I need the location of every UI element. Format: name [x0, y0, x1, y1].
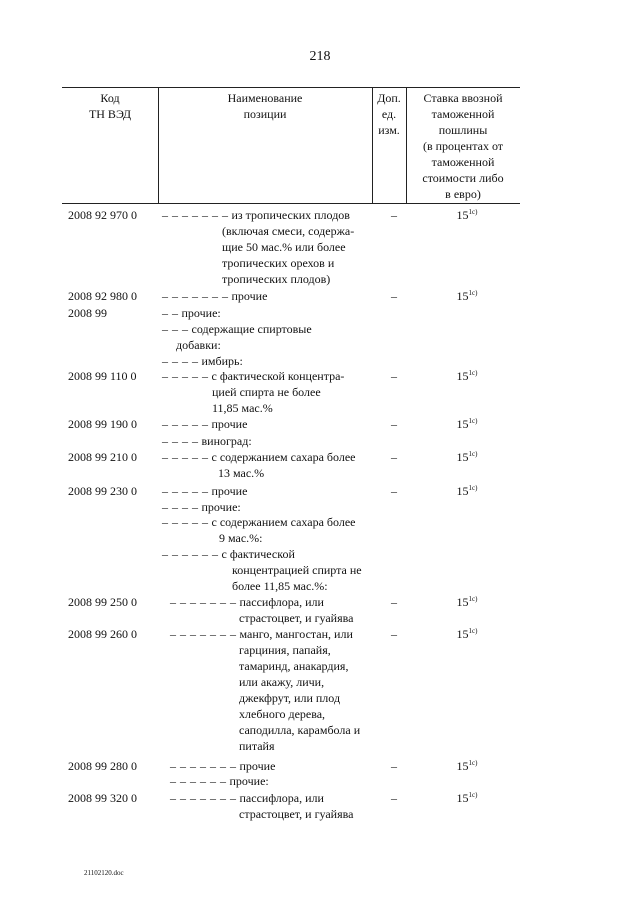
row-description-text: манго, мангостан, или [239, 627, 353, 641]
row-unit: – [391, 417, 397, 431]
row-description-text: содержащие спиртовые [191, 322, 312, 336]
row-indent-dashes: – – [162, 306, 179, 320]
row-unit: – [391, 759, 397, 773]
row-indent-dashes: – – – – – – [162, 547, 219, 561]
row-description-text: виноград: [201, 434, 252, 448]
row-description-continuation: тропических плодов) [222, 272, 331, 286]
rate-value: 15 [456, 627, 469, 641]
rate-value: 15 [456, 289, 469, 303]
row-description-continuation: питайя [239, 739, 275, 753]
row-description [162, 288, 267, 304]
row-indent-dashes: – – – – – – – [162, 289, 229, 303]
row-duty-rate [420, 416, 514, 432]
rate-value: 15 [456, 595, 469, 609]
rate-footnote: 1с) [468, 369, 478, 377]
row-description-text: с содержанием сахара более [211, 515, 356, 529]
row-description-text: прочие [211, 417, 248, 431]
row-duty-rate [420, 368, 514, 384]
row-indent-dashes: – – – [162, 322, 189, 336]
table-header-rule [62, 203, 520, 204]
row-description-continuation: или акажу, личи, [239, 675, 325, 689]
row-indent-dashes: – – – – – – – [170, 759, 237, 773]
row-duty-rate [420, 483, 514, 499]
row-description-continuation: концентрацией спирта не [232, 563, 362, 577]
row-code: 2008 99 320 0 [68, 791, 137, 805]
row-description-continuation: тамаринд, анакардия, [239, 659, 349, 673]
header-name: Наименование позиции [227, 91, 303, 121]
row-unit: – [391, 208, 397, 222]
row-description-continuation: 9 мас.%: [219, 531, 263, 545]
rate-footnote: 1с) [468, 417, 478, 425]
row-description [162, 499, 241, 515]
row-description-continuation: щие 50 мас.% или более [222, 240, 346, 254]
row-indent-dashes: – – – – – [162, 484, 209, 498]
row-description-continuation: цией спирта не более [212, 385, 321, 399]
row-unit: – [391, 595, 397, 609]
row-description [162, 433, 252, 449]
row-indent-dashes: – – – – – – [170, 774, 227, 788]
row-description-text: с фактической концентра- [211, 369, 345, 383]
row-description-text: пассифлора, или [239, 791, 324, 805]
rate-footnote: 1с) [468, 484, 478, 492]
row-description [170, 758, 275, 774]
rate-footnote: 1с) [468, 759, 478, 767]
row-indent-dashes: – – – – [162, 354, 199, 368]
row-description-text: прочие: [201, 500, 241, 514]
row-description-text: с содержанием сахара более [211, 450, 356, 464]
rate-footnote: 1с) [468, 450, 478, 458]
row-indent-dashes: – – – – – – – [170, 791, 237, 805]
rate-value: 15 [456, 208, 469, 222]
row-description-continuation: хлебного дерева, [239, 707, 326, 721]
row-code: 2008 99 230 0 [68, 484, 137, 498]
row-code: 2008 99 190 0 [68, 417, 137, 431]
row-description [162, 546, 362, 593]
row-description-text: прочие: [229, 774, 269, 788]
footer-filename: 21102120.doc [84, 869, 124, 877]
row-description [170, 626, 361, 753]
row-duty-rate [420, 626, 514, 642]
row-description [170, 790, 354, 821]
row-description-text: из тропических плодов [231, 208, 350, 222]
row-description-continuation: саподилла, карамбола и [239, 723, 361, 737]
row-code: 2008 99 250 0 [68, 595, 137, 609]
table-top-rule [62, 87, 520, 88]
row-indent-dashes: – – – – – [162, 450, 209, 464]
rate-footnote: 1с) [468, 627, 478, 635]
header-code: Код ТН ВЭД [88, 91, 132, 121]
row-code: 2008 92 970 0 [68, 208, 137, 222]
row-description-text: прочие [211, 484, 248, 498]
row-unit: – [391, 791, 397, 805]
row-description-continuation: (включая смеси, содержа- [222, 224, 355, 238]
row-unit: – [391, 484, 397, 498]
row-duty-rate [420, 594, 514, 610]
row-description-continuation: добавки: [176, 338, 221, 352]
rate-footnote: 1с) [468, 595, 478, 603]
row-duty-rate [420, 790, 514, 806]
row-description-continuation: гарциния, папайя, [239, 643, 331, 657]
row-description-text: имбирь: [201, 354, 243, 368]
rate-footnote: 1с) [468, 208, 478, 216]
row-indent-dashes: – – – – – – – [170, 595, 237, 609]
rate-value: 15 [456, 791, 469, 805]
row-code: 2008 99 280 0 [68, 759, 137, 773]
row-description [170, 773, 269, 789]
row-description [162, 353, 243, 369]
row-unit: – [391, 450, 397, 464]
row-indent-dashes: – – – – [162, 500, 199, 514]
row-description-text: прочие [231, 289, 268, 303]
row-description-continuation: страстоцвет, и гуайява [239, 807, 354, 821]
row-duty-rate [420, 207, 514, 223]
row-indent-dashes: – – – – [162, 434, 199, 448]
row-unit: – [391, 289, 397, 303]
row-description [162, 207, 355, 286]
row-description [170, 594, 354, 625]
row-code: 2008 99 260 0 [68, 627, 137, 641]
row-description-continuation: более 11,85 мас.%: [232, 579, 328, 593]
row-duty-rate [420, 449, 514, 465]
rate-value: 15 [456, 484, 469, 498]
row-unit: – [391, 627, 397, 641]
header-rate: Ставка ввозной таможенной пошлины (в процентах от таможенной стоимости либо в евро) [422, 91, 504, 201]
row-description [162, 449, 356, 480]
page-number: 218 [309, 49, 331, 64]
rate-value: 15 [456, 759, 469, 773]
row-description-text: прочие: [181, 306, 221, 320]
row-unit: – [391, 369, 397, 383]
rate-footnote: 1с) [468, 289, 478, 297]
header-unit: Доп. ед. изм. [377, 91, 401, 137]
row-description [162, 514, 356, 545]
row-indent-dashes: – – – – – – – [162, 208, 229, 222]
row-description [162, 305, 221, 321]
row-description-continuation: 13 мас.% [218, 466, 265, 480]
row-indent-dashes: – – – – – – – [170, 627, 237, 641]
row-code: 2008 92 980 0 [68, 289, 137, 303]
row-indent-dashes: – – – – – [162, 369, 209, 383]
row-indent-dashes: – – – – – [162, 417, 209, 431]
row-description-text: с фактической [221, 547, 295, 561]
row-description-continuation: 11,85 мас.% [212, 401, 273, 415]
row-code: 2008 99 210 0 [68, 450, 137, 464]
rate-value: 15 [456, 450, 469, 464]
row-description-text: пассифлора, или [239, 595, 324, 609]
rate-value: 15 [456, 369, 469, 383]
row-duty-rate [420, 758, 514, 774]
row-indent-dashes: – – – – – [162, 515, 209, 529]
rate-value: 15 [456, 417, 469, 431]
row-description-continuation: тропических орехов и [222, 256, 335, 270]
row-description-continuation: страстоцвет, и гуайява [239, 611, 354, 625]
row-description [162, 416, 247, 432]
row-duty-rate [420, 288, 514, 304]
row-description [162, 321, 312, 352]
row-code: 2008 99 110 0 [68, 369, 137, 383]
row-description [162, 368, 345, 415]
row-description [162, 483, 247, 499]
row-description-continuation: джекфрут, или плод [239, 691, 341, 705]
rate-footnote: 1с) [468, 791, 478, 799]
row-description-text: прочие [239, 759, 276, 773]
row-code: 2008 99 [68, 306, 107, 320]
